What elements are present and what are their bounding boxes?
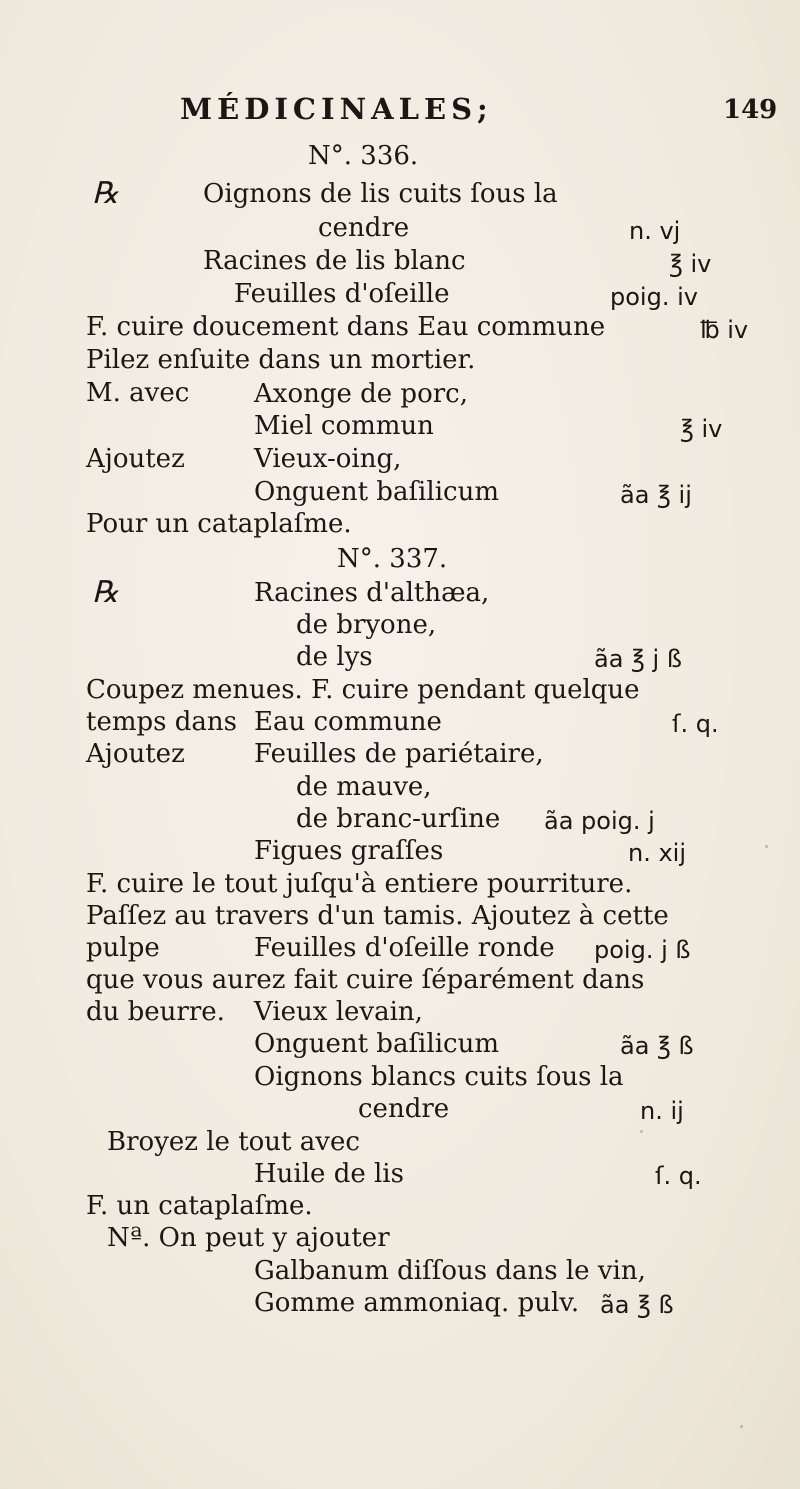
- text-line: de lys: [296, 642, 373, 672]
- measure: ℔ iv: [700, 316, 749, 344]
- measure: n. xij: [628, 839, 687, 867]
- text-line: Racines de lis blanc: [203, 246, 466, 276]
- text-line: que vous aurez fait cuire ſéparément dans: [86, 965, 645, 995]
- measure: n. ij: [640, 1097, 684, 1125]
- text-line: F. cuire doucement dans Eau commune: [86, 312, 606, 342]
- measure: poig. iv: [610, 283, 698, 311]
- measure: ℥ iv: [669, 250, 712, 278]
- text-line: Pilez enſuite dans un mortier.: [86, 345, 476, 375]
- text-line: Racines d'althæa,: [254, 578, 490, 608]
- measure: ℥ iv: [680, 415, 723, 443]
- paper-speck: [765, 845, 768, 848]
- measure: ãa ℥ ij: [620, 481, 692, 509]
- text-line: Gomme ammoniaq. pulv.: [254, 1288, 580, 1318]
- measure: ſ. q.: [672, 710, 719, 738]
- text-line: cendre: [318, 213, 410, 243]
- rx-symbol: ℞: [92, 575, 119, 610]
- text-line: de branc-urſine: [296, 804, 501, 834]
- measure: n. vj: [629, 217, 681, 245]
- text-line: F. un cataplaſme.: [86, 1191, 313, 1221]
- text-line: Vieux-oing,: [254, 444, 402, 474]
- text-line: Nª. On peut y ajouter: [107, 1223, 390, 1253]
- text-line: Axonge de porc,: [254, 379, 468, 409]
- page-number: 149: [723, 95, 778, 125]
- text-line: Feuilles d'oſeille: [234, 279, 450, 309]
- text-line: du beurre.: [86, 997, 225, 1027]
- text-line: Oignons blancs cuits ſous la: [254, 1062, 624, 1092]
- text-line: F. cuire le tout juſqu'à entiere pourriture.: [86, 869, 633, 899]
- text-line: pulpe: [86, 933, 160, 963]
- text-line: Vieux levain,: [254, 997, 423, 1027]
- text-line: Coupez menues. F. cuire pendant quelque: [86, 675, 640, 705]
- text-line: Onguent baſilicum: [254, 477, 499, 507]
- measure: ãa ℥ ß: [620, 1032, 694, 1060]
- text-line: Huile de lis: [254, 1159, 404, 1189]
- measure: ſ. q.: [655, 1162, 702, 1190]
- measure: ãa poig. j: [544, 807, 655, 835]
- text-line: de mauve,: [296, 772, 432, 802]
- text-line: Galbanum diſſous dans le vin,: [254, 1256, 646, 1286]
- text-line: temps dans: [86, 707, 237, 737]
- text-line: Pour un cataplaſme.: [86, 509, 352, 539]
- text-line: M. avec: [86, 378, 190, 408]
- running-header: MÉDICINALES;: [180, 92, 493, 126]
- text-line: Feuilles de pariétaire,: [254, 739, 544, 769]
- rx-symbol: ℞: [92, 176, 119, 211]
- text-line: Paſſez au travers d'un tamis. Ajoutez à cette: [86, 901, 669, 931]
- text-line: Miel commun: [254, 411, 434, 441]
- paper-speck: [640, 1130, 643, 1133]
- text-line: Ajoutez: [86, 444, 185, 474]
- text-line: Eau commune: [254, 707, 442, 737]
- paper-speck: [740, 1425, 743, 1428]
- text-line: cendre: [358, 1094, 450, 1124]
- measure: ãa ℥ ß: [600, 1291, 674, 1319]
- measure: ãa ℥ j ß: [594, 645, 682, 673]
- text-line: Ajoutez: [86, 739, 185, 769]
- text-line: Figues graſſes: [254, 836, 444, 866]
- text-line: de bryone,: [296, 610, 437, 640]
- text-line: Onguent baſilicum: [254, 1029, 499, 1059]
- text-line: Feuilles d'oſeille ronde: [254, 933, 555, 963]
- recipe-number: N°. 337.: [337, 544, 448, 574]
- text-line: Oignons de lis cuits ſous la: [203, 179, 558, 209]
- text-line: Broyez le tout avec: [107, 1127, 360, 1157]
- recipe-number: N°. 336.: [308, 141, 419, 171]
- measure: poig. j ß: [594, 936, 691, 964]
